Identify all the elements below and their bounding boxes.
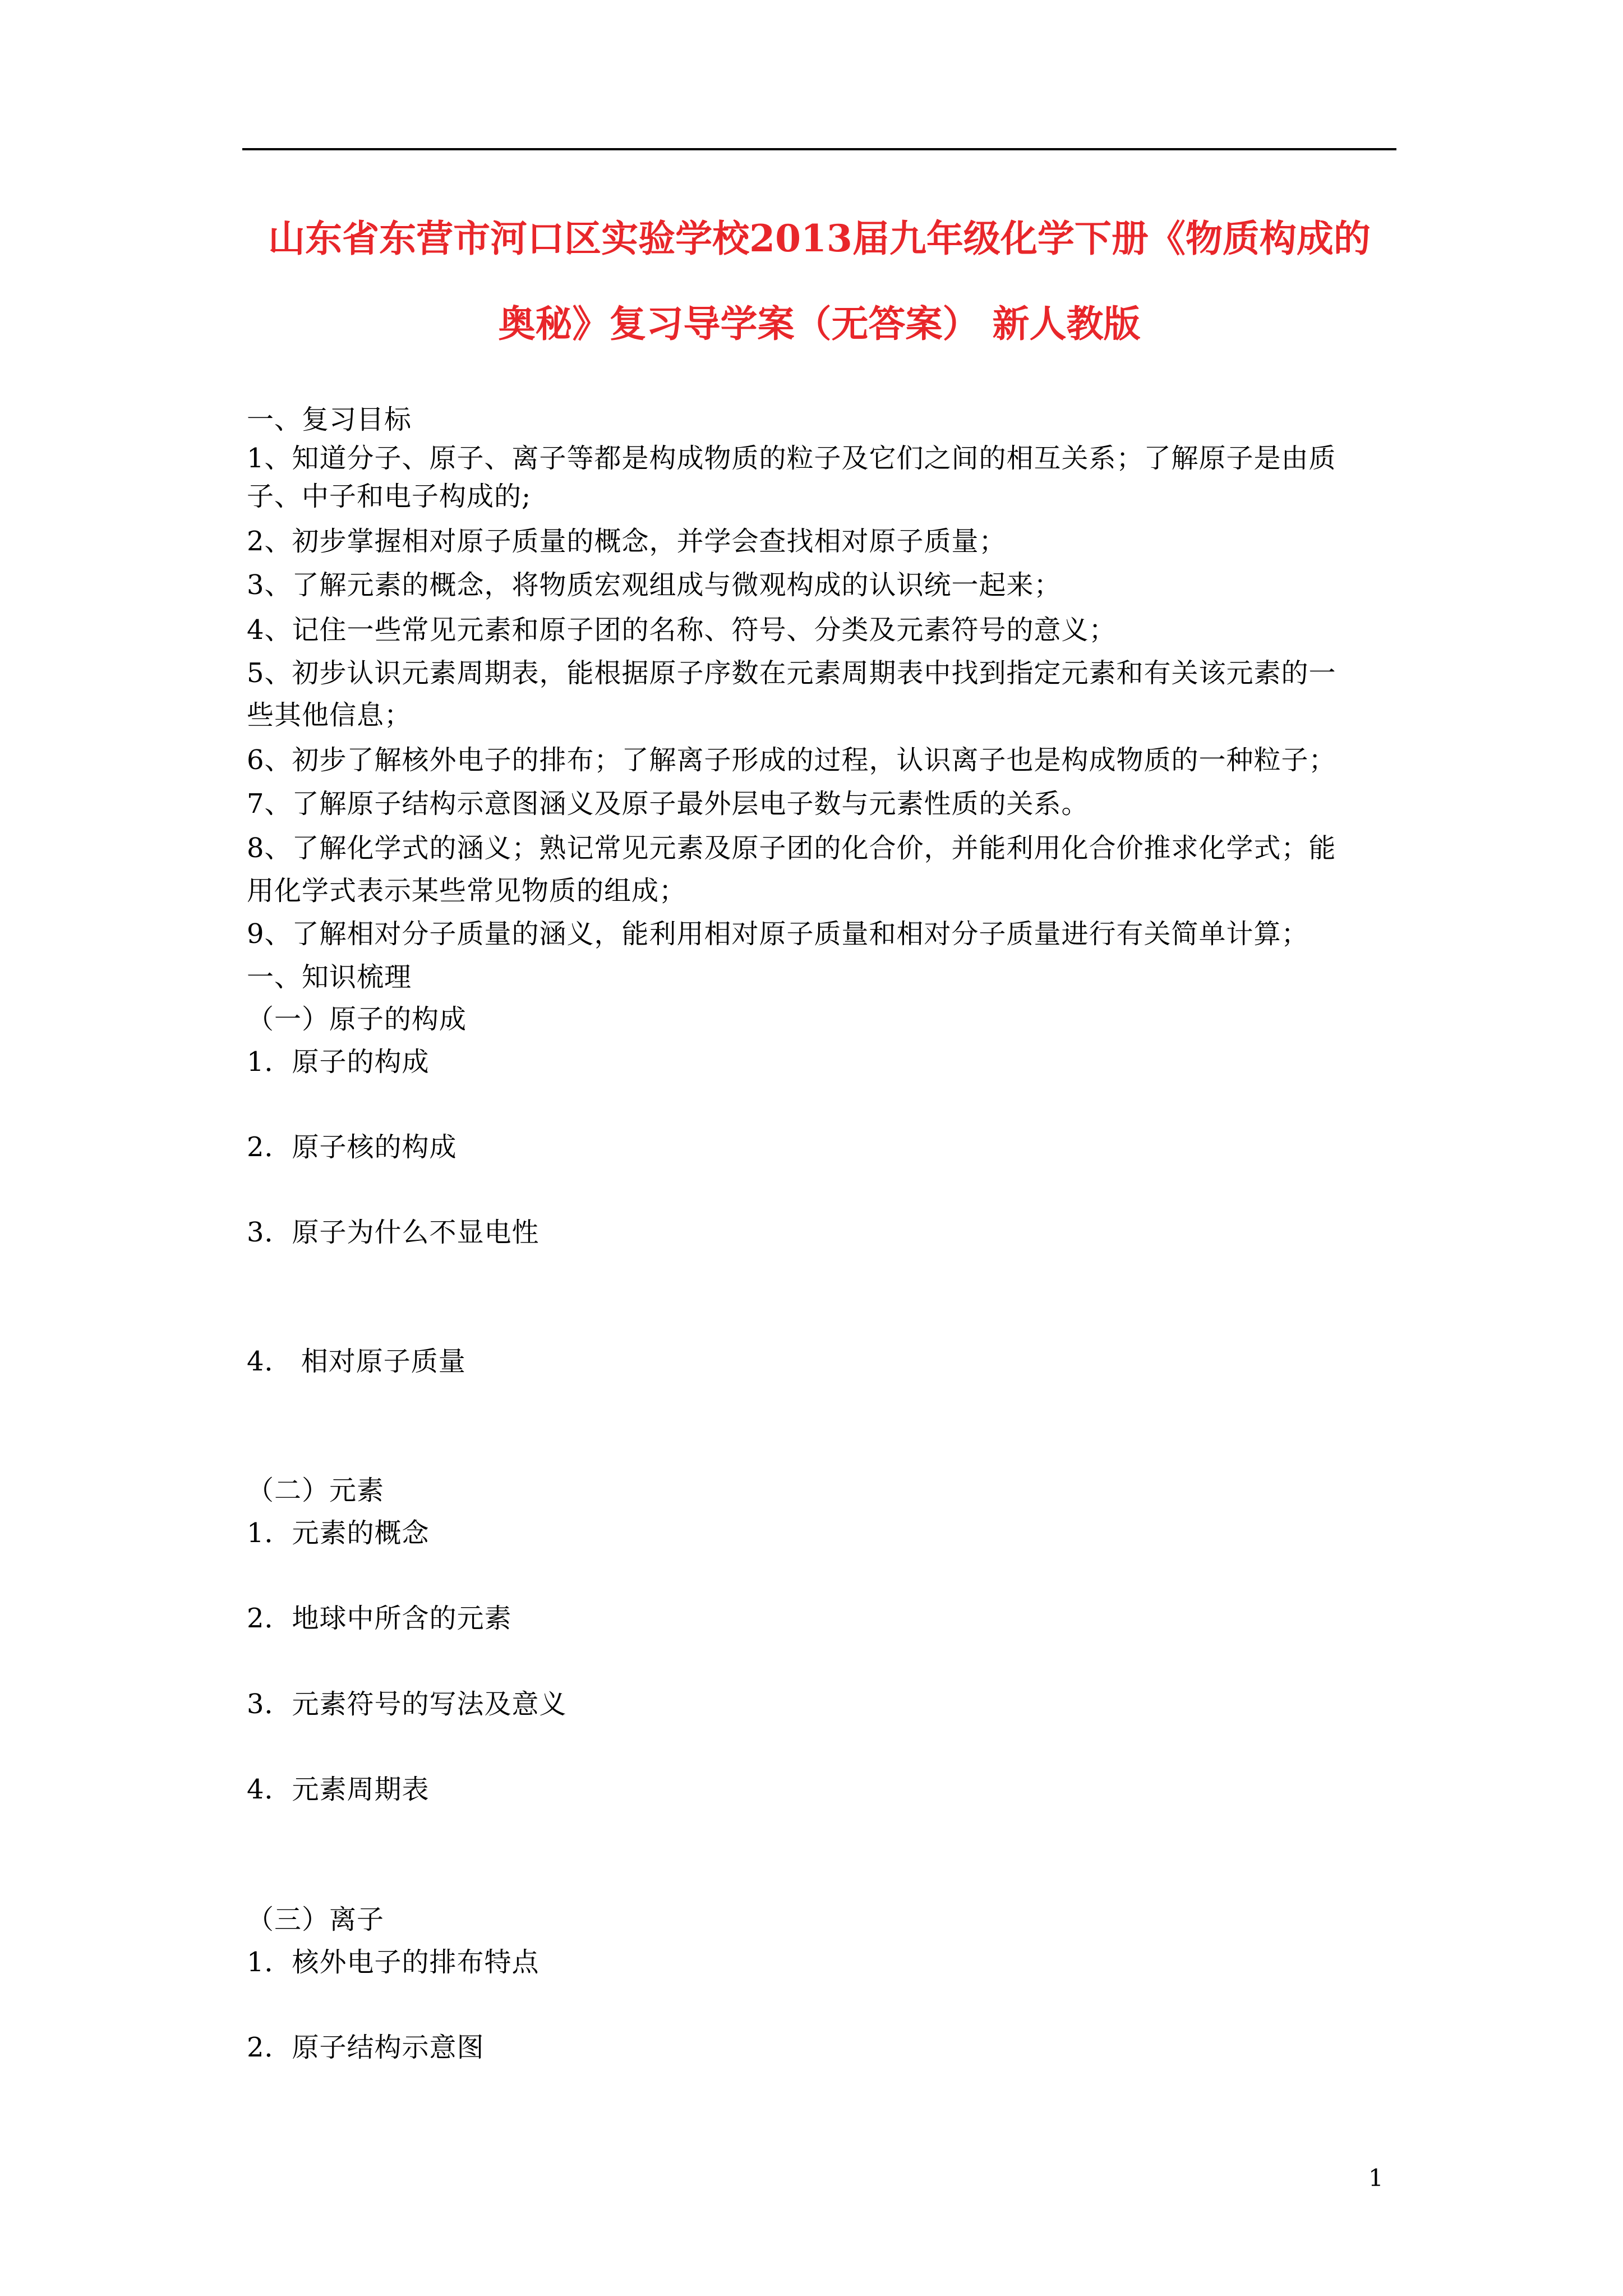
goal-line: 些其他信息； [247,700,412,731]
goal-line: 子、中子和电子构成的; [247,481,532,512]
outline-item: 2．原子结构示意图 [247,2032,485,2063]
goal-line: 9、了解相对分子质量的涵义，能利用相对原子质量和相对分子质量进行有关简单计算； [247,918,1309,950]
goal-line: 1、知道分子、原子、离子等都是构成物质的粒子及它们之间的相互关系；了解原子是由质 [247,443,1336,474]
goal-line: 4、记住一些常见元素和原子团的名称、符号、分类及元素符号的意义； [247,614,1117,646]
document-title-line-2: 奥秘》复习导学案（无答案） 新人教版 [498,302,1141,346]
goal-line: 7、了解原子结构示意图涵义及原子最外层电子数与元素性质的关系。 [247,788,1089,820]
outline-item: 2．原子核的构成 [247,1131,457,1163]
subsection-heading-ions: （三）离子 [247,1904,385,1935]
subsection-heading-atom-structure: （一）原子的构成 [247,1004,467,1035]
goal-line: 8、了解化学式的涵义；熟记常见元素及原子团的化合价，并能利用化合价推求化学式；能 [247,832,1336,864]
outline-item: 2．地球中所含的元素 [247,1603,512,1634]
outline-item: 4．元素周期表 [247,1774,430,1805]
outline-item: 4． 相对原子质量 [247,1346,466,1377]
outline-item: 3．原子为什么不显电性 [247,1217,540,1248]
goal-line: 6、初步了解核外电子的排布；了解离子形成的过程，认识离子也是构成物质的一种粒子； [247,744,1336,776]
section-heading-review-goals: 一、复习目标 [247,404,412,435]
goal-line: 2、初步掌握相对原子质量的概念，并学会查找相对原子质量； [247,526,1007,557]
outline-item: 3．元素符号的写法及意义 [247,1688,567,1720]
document-title-line-1: 山东省东营市河口区实验学校2013届九年级化学下册《物质构成的 [268,217,1371,260]
outline-item: 1．原子的构成 [247,1046,430,1078]
page-number: 1 [1368,2164,1384,2192]
goal-line: 3、了解元素的概念，将物质宏观组成与微观构成的认识统一起来； [247,569,1062,601]
outline-item: 1．元素的概念 [247,1517,430,1549]
subsection-heading-elements: （二）元素 [247,1475,385,1506]
goal-line: 5、初步认识元素周期表，能根据原子序数在元素周期表中找到指定元素和有关该元素的一 [247,657,1336,689]
goal-line: 用化学式表示某些常见物质的组成； [247,875,687,907]
outline-item: 1．核外电子的排布特点 [247,1947,540,1978]
header-rule [242,148,1396,150]
section-heading-knowledge: 一、知识梳理 [247,961,412,993]
